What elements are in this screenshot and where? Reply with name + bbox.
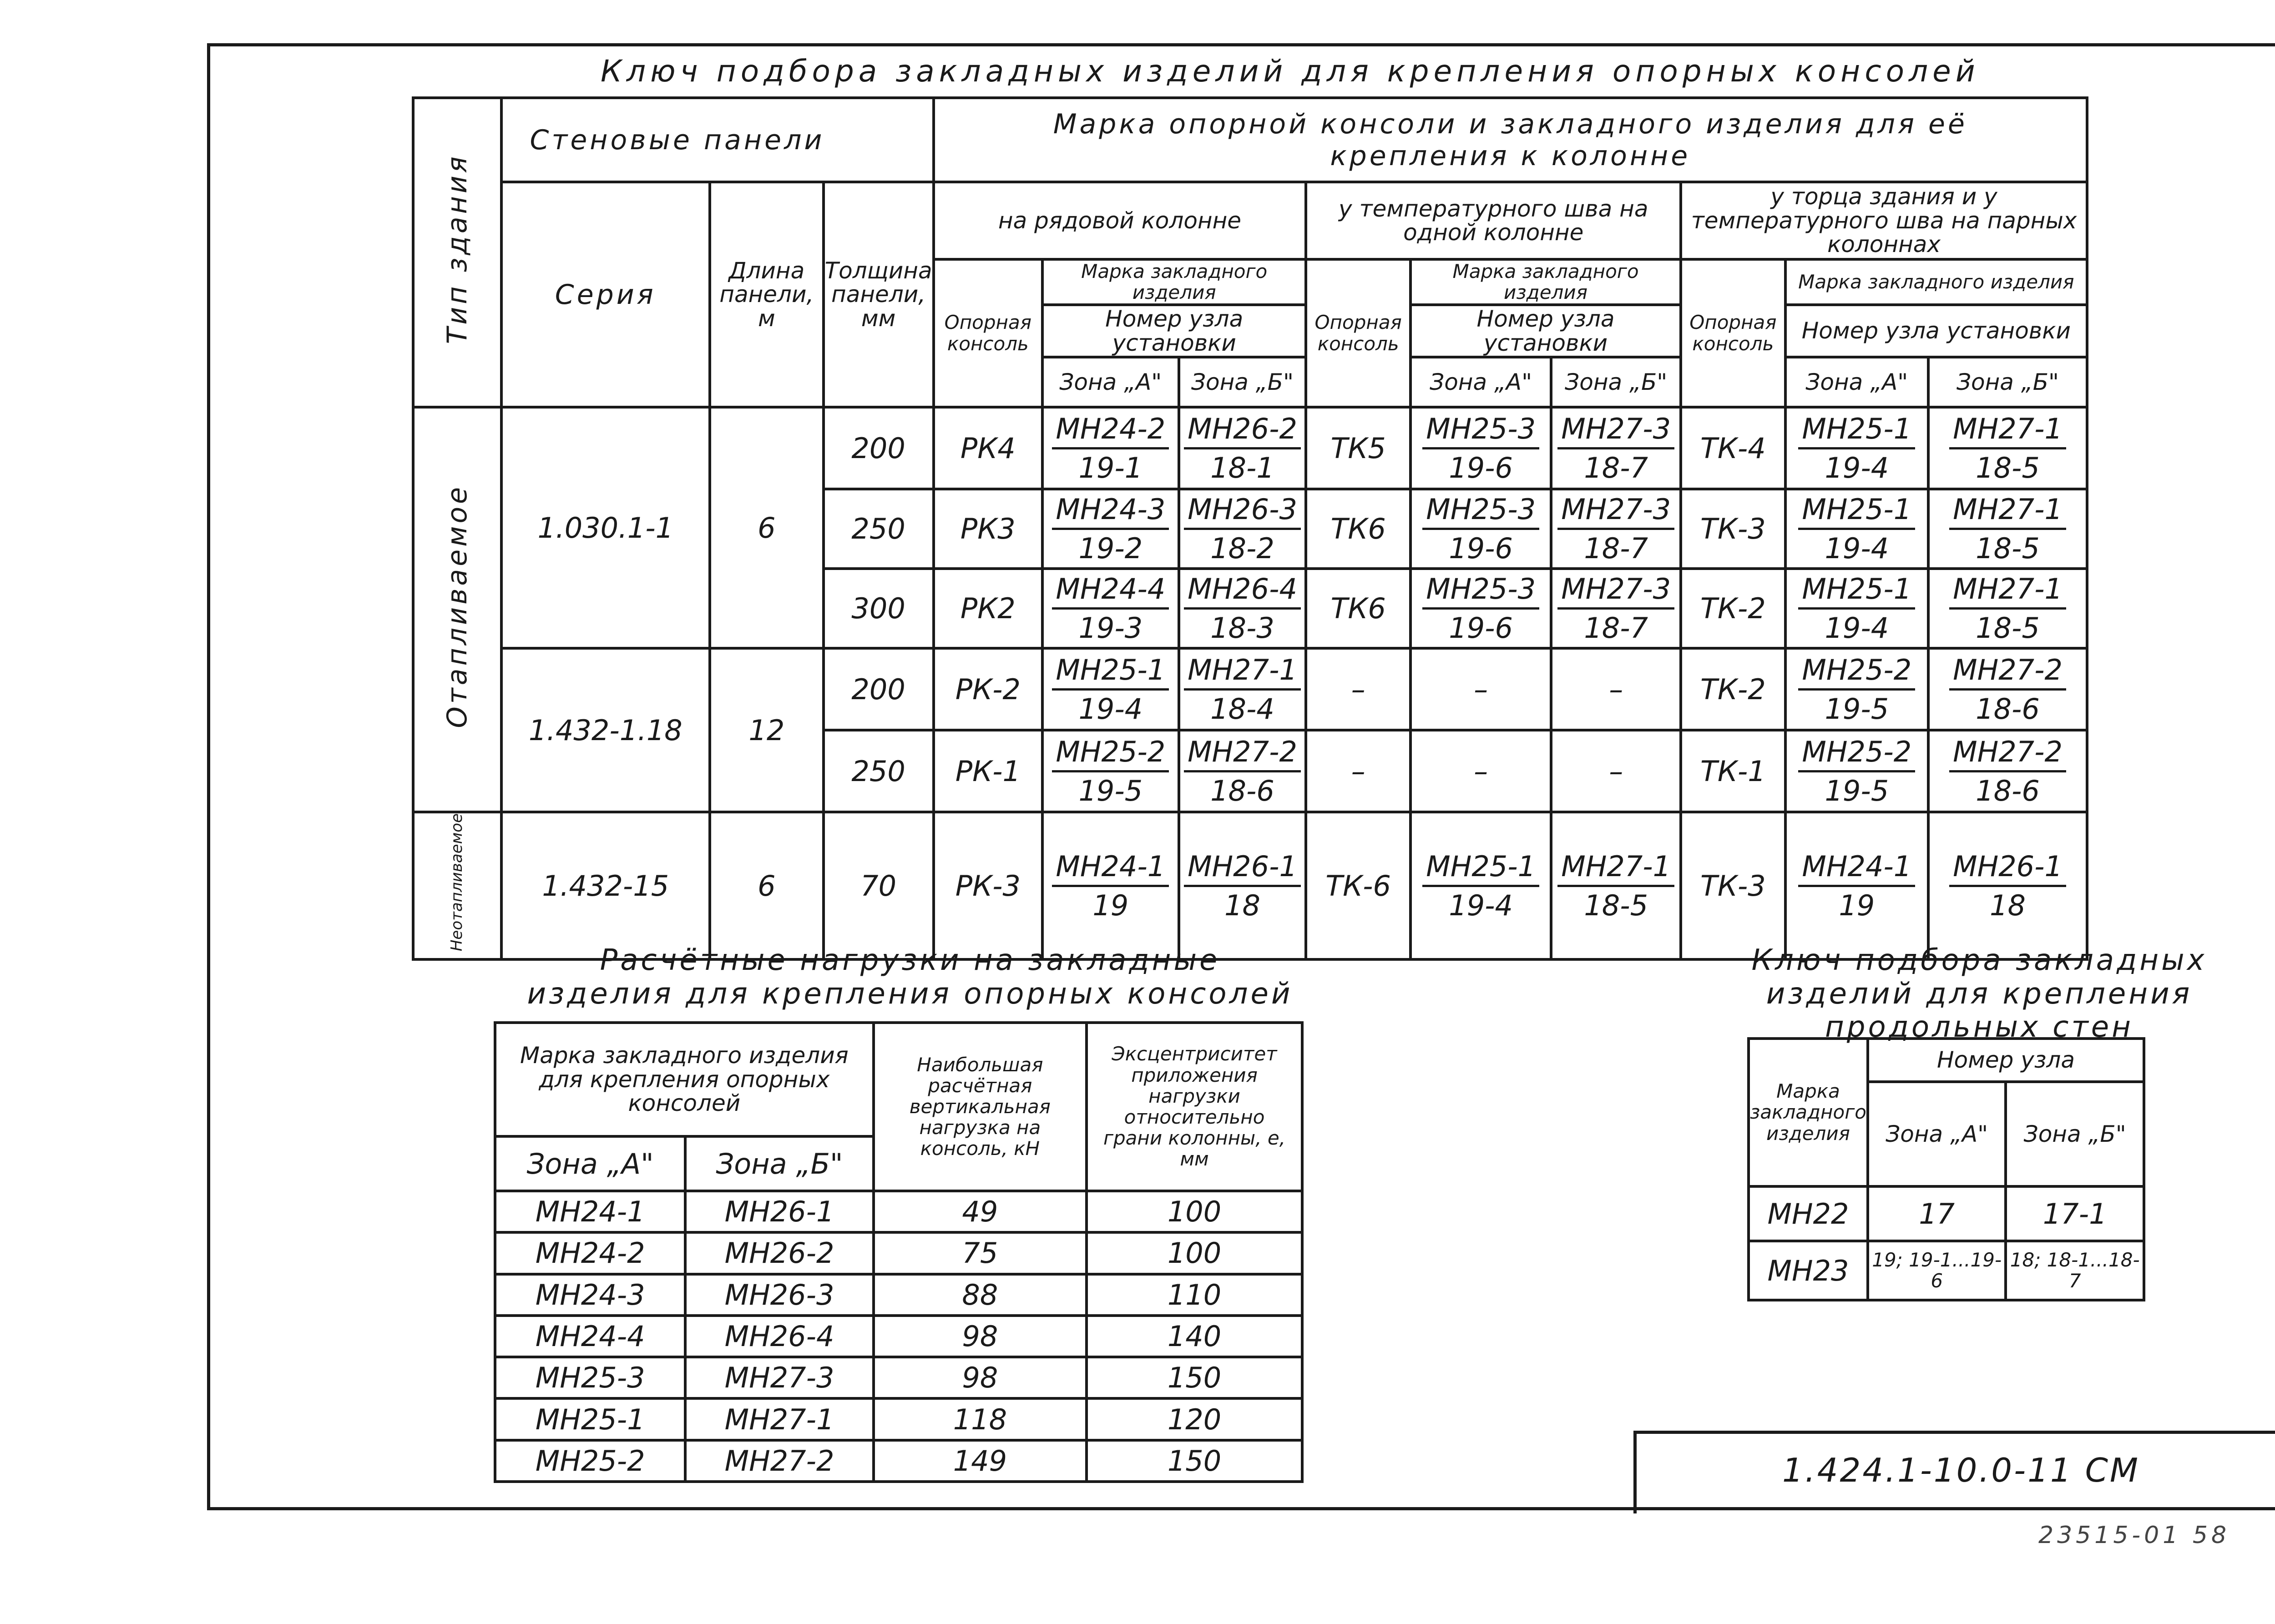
embed-frac: $\frac{МН27-1}{18-5}$ bbox=[1928, 407, 2087, 489]
cell: МН26-1 bbox=[685, 1191, 873, 1232]
cell: 17-1 bbox=[2006, 1186, 2144, 1241]
cell: МН26-4 bbox=[685, 1316, 873, 1357]
console-cell: ТК-3 bbox=[1681, 489, 1785, 569]
table-row bbox=[495, 1232, 1302, 1274]
console-cell: ТК-2 bbox=[1681, 648, 1785, 730]
cell: МН22 bbox=[1749, 1186, 1868, 1241]
console-cell: ТК-6 bbox=[1306, 812, 1410, 959]
table-row bbox=[495, 1357, 1302, 1398]
table-row bbox=[413, 648, 2087, 730]
h-node-1: Номер узла установки bbox=[1042, 305, 1306, 357]
embed-frac: $\frac{МН24-1}{19}$ bbox=[1785, 812, 1928, 959]
thickness-cell: 200 bbox=[824, 648, 934, 730]
length-cell: 6 bbox=[710, 812, 824, 959]
embed-frac: $\frac{МН27-1}{18-5}$ bbox=[1928, 489, 2087, 569]
cell: МН23 bbox=[1749, 1241, 1868, 1300]
cell: 100 bbox=[1087, 1232, 1302, 1274]
console-cell: – bbox=[1306, 730, 1410, 812]
h-node-3: Номер узла установки bbox=[1785, 305, 2087, 357]
embed-frac: $\frac{МН25-3}{19-6}$ bbox=[1410, 489, 1551, 569]
cell: 88 bbox=[874, 1274, 1087, 1316]
cell: МН25-2 bbox=[495, 1440, 685, 1482]
h-node-2: Номер узла установки bbox=[1410, 305, 1681, 357]
console-cell: РК-2 bbox=[934, 648, 1042, 730]
h-walls-node: Номер узла bbox=[1868, 1039, 2144, 1082]
h-ordinary: на рядовой колонне bbox=[934, 182, 1306, 259]
main-table bbox=[412, 96, 2088, 961]
table-row bbox=[495, 1316, 1302, 1357]
h-zone-b-1: Зона „Б" bbox=[1179, 357, 1306, 407]
embed-frac: $\frac{МН25-3}{19-6}$ bbox=[1410, 569, 1551, 648]
walls-table bbox=[1747, 1037, 2145, 1301]
cell: 17 bbox=[1868, 1186, 2006, 1241]
embed-frac: $\frac{МН25-1}{19-4}$ bbox=[1410, 812, 1551, 959]
h-zone-a-1: Зона „А" bbox=[1042, 357, 1179, 407]
h-wall-panels: Стеновые панели bbox=[501, 98, 934, 182]
cell: 110 bbox=[1087, 1274, 1302, 1316]
table-row bbox=[495, 1440, 1302, 1482]
embed-frac: $\frac{МН24-1}{19}$ bbox=[1042, 812, 1179, 959]
cell: МН24-4 bbox=[495, 1316, 685, 1357]
h-embed-mark-1: Марка закладного изделия bbox=[1042, 259, 1306, 305]
console-cell: ТК6 bbox=[1306, 489, 1410, 569]
console-cell: РК3 bbox=[934, 489, 1042, 569]
dash-cell: – bbox=[1410, 648, 1551, 730]
h-embed-mark-2: Марка закладного изделия bbox=[1410, 259, 1681, 305]
h-zone-a-3: Зона „А" bbox=[1785, 357, 1928, 407]
cell: МН24-1 bbox=[495, 1191, 685, 1232]
loads-title: Расчётные нагрузки на закладные изделия для крепления опорных консолей bbox=[527, 943, 1293, 1011]
h-console-3: Опорная консоль bbox=[1681, 259, 1785, 407]
h-loads-mark: Марка закладного изделия для крепления опорных консолей bbox=[495, 1023, 874, 1136]
embed-frac: $\frac{МН25-2}{19-5}$ bbox=[1042, 730, 1179, 812]
embed-frac: $\frac{МН25-2}{19-5}$ bbox=[1785, 730, 1928, 812]
embed-frac: $\frac{МН27-2}{18-6}$ bbox=[1928, 648, 2087, 730]
cell: 149 bbox=[874, 1440, 1087, 1482]
embed-frac: $\frac{МН24-2}{19-1}$ bbox=[1042, 407, 1179, 489]
cell: 150 bbox=[1087, 1440, 1302, 1482]
series-cell: 1.432-1.18 bbox=[501, 648, 710, 812]
console-cell: ТК-4 bbox=[1681, 407, 1785, 489]
cell: МН27-1 bbox=[685, 1398, 873, 1440]
cell: МН24-3 bbox=[495, 1274, 685, 1316]
cell: 120 bbox=[1087, 1398, 1302, 1440]
h-zone-a-2: Зона „А" bbox=[1410, 357, 1551, 407]
embed-frac: $\frac{МН26-1}{18}$ bbox=[1928, 812, 2087, 959]
cell: МН26-3 bbox=[685, 1274, 873, 1316]
console-cell: ТК6 bbox=[1306, 569, 1410, 648]
console-cell: РК-1 bbox=[934, 730, 1042, 812]
thickness-cell: 70 bbox=[824, 812, 934, 959]
building-type-heated: Отапливаемое bbox=[413, 407, 501, 812]
table-row bbox=[495, 1398, 1302, 1440]
h-walls-mark: Марка закладного изделия bbox=[1749, 1039, 1868, 1186]
embed-frac: $\frac{МН25-1}{19-4}$ bbox=[1785, 569, 1928, 648]
cell: МН25-1 bbox=[495, 1398, 685, 1440]
embed-frac: $\frac{МН26-1}{18}$ bbox=[1179, 812, 1306, 959]
console-cell: ТК5 bbox=[1306, 407, 1410, 489]
h-loads-zone-a: Зона „А" bbox=[495, 1136, 685, 1191]
thickness-cell: 200 bbox=[824, 407, 934, 489]
cell: 75 bbox=[874, 1232, 1087, 1274]
cell: 100 bbox=[1087, 1191, 1302, 1232]
series-cell: 1.030.1-1 bbox=[501, 407, 710, 648]
thickness-cell: 250 bbox=[824, 730, 934, 812]
embed-frac: $\frac{МН27-3}{18-7}$ bbox=[1551, 569, 1681, 648]
h-loads-load: Наибольшая расчётная вертикальная нагрузка на консоль, кН bbox=[874, 1023, 1087, 1191]
cell: 18; 18-1...18-7 bbox=[2006, 1241, 2144, 1300]
cell: МН25-3 bbox=[495, 1357, 685, 1398]
archive-code: 23515-01 58 bbox=[2038, 1522, 2230, 1549]
h-loads-ecc: Эксцентриситет приложения нагрузки относительно грани колонны, е, мм bbox=[1087, 1023, 1302, 1191]
embed-frac: $\frac{МН27-3}{18-7}$ bbox=[1551, 489, 1681, 569]
dash-cell: – bbox=[1551, 730, 1681, 812]
h-loads-zone-b: Зона „Б" bbox=[685, 1136, 873, 1191]
embed-frac: $\frac{МН25-1}{19-4}$ bbox=[1785, 407, 1928, 489]
walls-title: Ключ подбора закладных изделий для крепления продольных стен bbox=[1751, 943, 2207, 1044]
console-cell: РК2 bbox=[934, 569, 1042, 648]
table-row bbox=[1749, 1186, 2144, 1241]
table-row bbox=[1749, 1241, 2144, 1300]
embed-frac: $\frac{МН27-2}{18-6}$ bbox=[1928, 730, 2087, 812]
series-cell: 1.432-15 bbox=[501, 812, 710, 959]
embed-frac: $\frac{МН27-1}{18-5}$ bbox=[1551, 812, 1681, 959]
embed-frac: $\frac{МН25-1}{19-4}$ bbox=[1785, 489, 1928, 569]
cell: 140 bbox=[1087, 1316, 1302, 1357]
h-series: Серия bbox=[501, 182, 710, 407]
cell: МН24-2 bbox=[495, 1232, 685, 1274]
dash-cell: – bbox=[1410, 730, 1551, 812]
building-type-unheated: Неотапливаемое bbox=[413, 812, 501, 959]
console-cell: РК-3 bbox=[934, 812, 1042, 959]
length-cell: 6 bbox=[710, 407, 824, 648]
h-zone-b-3: Зона „Б" bbox=[1928, 357, 2087, 407]
table-row bbox=[495, 1191, 1302, 1232]
h-building-type: Тип здания bbox=[413, 98, 501, 407]
embed-frac: $\frac{МН27-3}{18-7}$ bbox=[1551, 407, 1681, 489]
thickness-cell: 300 bbox=[824, 569, 934, 648]
h-embed-mark-3: Марка закладного изделия bbox=[1785, 259, 2087, 305]
embed-frac: $\frac{МН24-3}{19-2}$ bbox=[1042, 489, 1179, 569]
h-end: у торца здания и у температурного шва на парных колоннах bbox=[1681, 182, 2087, 259]
embed-frac: $\frac{МН26-4}{18-3}$ bbox=[1179, 569, 1306, 648]
h-length: Длина панели, м bbox=[710, 182, 824, 407]
h-console-1: Опорная консоль bbox=[934, 259, 1042, 407]
embed-frac: $\frac{МН25-2}{19-5}$ bbox=[1785, 648, 1928, 730]
cell: 98 bbox=[874, 1357, 1087, 1398]
console-cell: ТК-1 bbox=[1681, 730, 1785, 812]
console-cell: ТК-2 bbox=[1681, 569, 1785, 648]
cell: 19; 19-1...19-6 bbox=[1868, 1241, 2006, 1300]
loads-table bbox=[494, 1021, 1304, 1483]
embed-frac: $\frac{МН27-1}{18-5}$ bbox=[1928, 569, 2087, 648]
h-walls-zone-a: Зона „А" bbox=[1868, 1082, 2006, 1186]
h-temp-joint: у температурного шва на одной колонне bbox=[1306, 182, 1681, 259]
console-cell: ТК-3 bbox=[1681, 812, 1785, 959]
main-title: Ключ подбора закладных изделий для крепления опорных консолей bbox=[601, 54, 1980, 89]
document-code: 1.424.1-10.0-11 СМ bbox=[1782, 1451, 2140, 1489]
thickness-cell: 250 bbox=[824, 489, 934, 569]
cell: МН27-3 bbox=[685, 1357, 873, 1398]
h-console-2: Опорная консоль bbox=[1306, 259, 1410, 407]
length-cell: 12 bbox=[710, 648, 824, 812]
h-zone-b-2: Зона „Б" bbox=[1551, 357, 1681, 407]
embed-frac: $\frac{МН25-1}{19-4}$ bbox=[1042, 648, 1179, 730]
embed-frac: $\frac{МН26-3}{18-2}$ bbox=[1179, 489, 1306, 569]
cell: МН26-2 bbox=[685, 1232, 873, 1274]
embed-frac: $\frac{МН27-2}{18-6}$ bbox=[1179, 730, 1306, 812]
console-cell: РК4 bbox=[934, 407, 1042, 489]
embed-frac: $\frac{МН25-3}{19-6}$ bbox=[1410, 407, 1551, 489]
h-walls-zone-b: Зона „Б" bbox=[2006, 1082, 2144, 1186]
cell: МН27-2 bbox=[685, 1440, 873, 1482]
cell: 118 bbox=[874, 1398, 1087, 1440]
embed-frac: $\frac{МН24-4}{19-3}$ bbox=[1042, 569, 1179, 648]
cell: 98 bbox=[874, 1316, 1087, 1357]
dash-cell: – bbox=[1551, 648, 1681, 730]
h-thickness: Толщина панели, мм bbox=[824, 182, 934, 407]
console-cell: – bbox=[1306, 648, 1410, 730]
table-row bbox=[495, 1274, 1302, 1316]
cell: 150 bbox=[1087, 1357, 1302, 1398]
embed-frac: $\frac{МН26-2}{18-1}$ bbox=[1179, 407, 1306, 489]
embed-frac: $\frac{МН27-1}{18-4}$ bbox=[1179, 648, 1306, 730]
table-row bbox=[413, 407, 2087, 489]
h-brand-group: Марка опорной консоли и закладного изделия для её крепления к колонне bbox=[934, 98, 2087, 182]
table-row bbox=[413, 812, 2087, 959]
cell: 49 bbox=[874, 1191, 1087, 1232]
